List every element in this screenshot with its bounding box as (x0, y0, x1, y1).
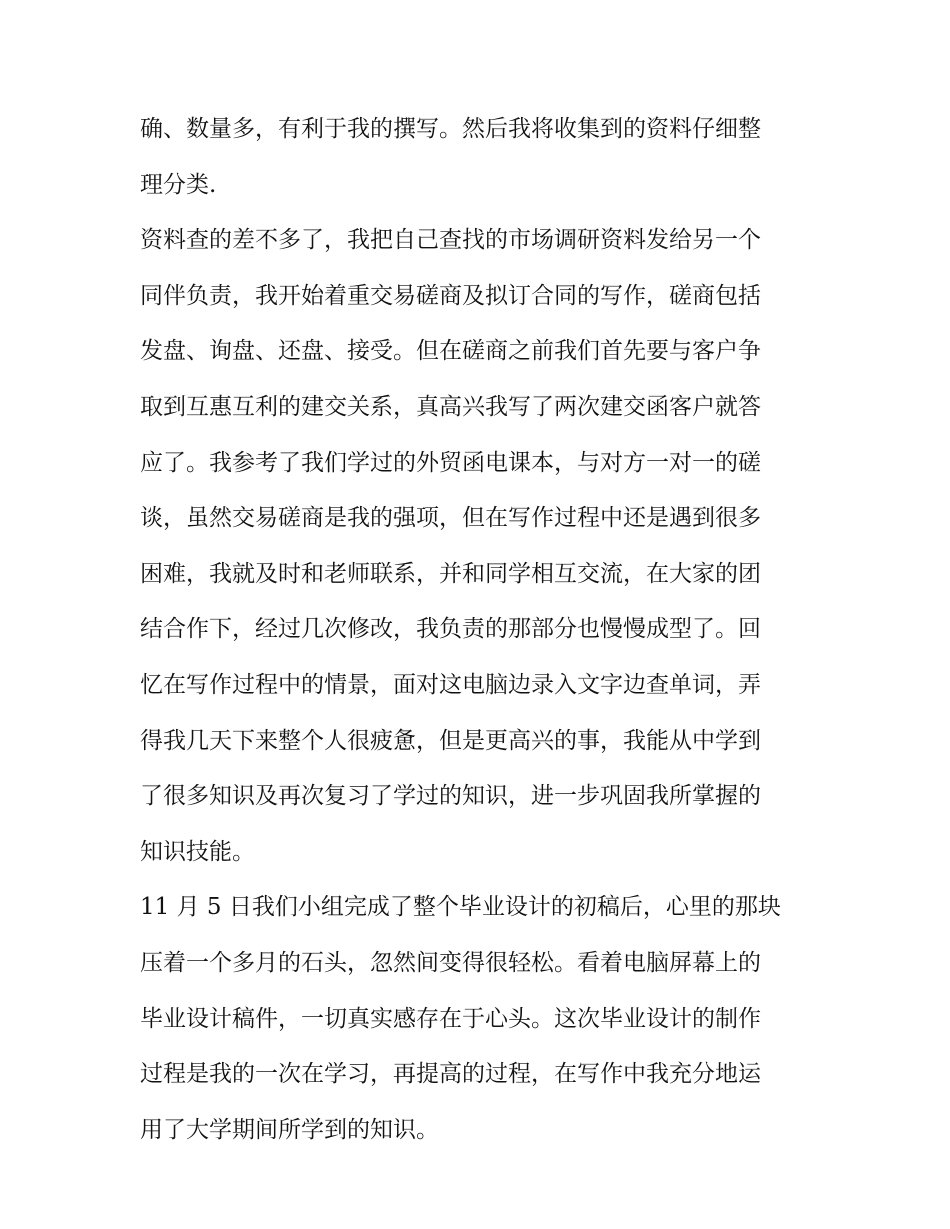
text-line: 了很多知识及再次复习了学过的知识，进一步巩固我所掌握的 (140, 783, 761, 810)
text-line: 取到互惠互利的建交关系，真高兴我写了两次建交函客户就答 (140, 393, 761, 420)
text-line: 忆在写作过程中的情景，面对这电脑边录入文字边查单词，弄 (140, 671, 761, 698)
text-line: 理分类. (140, 171, 217, 198)
text-line: 同伴负责，我开始着重交易磋商及拟订合同的写作，磋商包括 (140, 282, 761, 309)
text-line: 知识技能。 (140, 838, 255, 865)
text-line: 毕业设计稿件，一切真实感存在于心头。这次毕业设计的制作 (140, 1005, 761, 1032)
text-line: 过程是我的一次在学习，再提高的过程，在写作中我充分地运 (140, 1061, 761, 1088)
text-line: 结合作下，经过几次修改，我负责的那部分也慢慢成型了。回 (140, 616, 761, 643)
document-body (140, 102, 840, 1158)
text-line: 11 月 5 日我们小组完成了整个毕业设计的初稿后，心里的那块 (140, 894, 781, 921)
text-line: 发盘、询盘、还盘、接受。但在磋商之前我们首先要与客户争 (140, 338, 761, 365)
text-line: 困难，我就及时和老师联系，并和同学相互交流，在大家的团 (140, 560, 761, 587)
text-line: 压着一个多月的石头，忽然间变得很轻松。看着电脑屏幕上的 (140, 949, 761, 976)
text-line: 确、数量多，有利于我的撰写。然后我将收集到的资料仔细整 (140, 116, 761, 142)
text-line: 资料查的差不多了，我把自己查找的市场调研资料发给另一个 (140, 227, 761, 254)
text-line: 得我几天下来整个人很疲惫，但是更高兴的事，我能从中学到 (140, 727, 761, 754)
text-line: 用了大学期间所学到的知识。 (140, 1116, 439, 1143)
text-line: 应了。我参考了我们学过的外贸函电课本，与对方一对一的磋 (140, 449, 761, 476)
text-line: 谈，虽然交易磋商是我的强项，但在写作过程中还是遇到很多 (140, 505, 761, 532)
